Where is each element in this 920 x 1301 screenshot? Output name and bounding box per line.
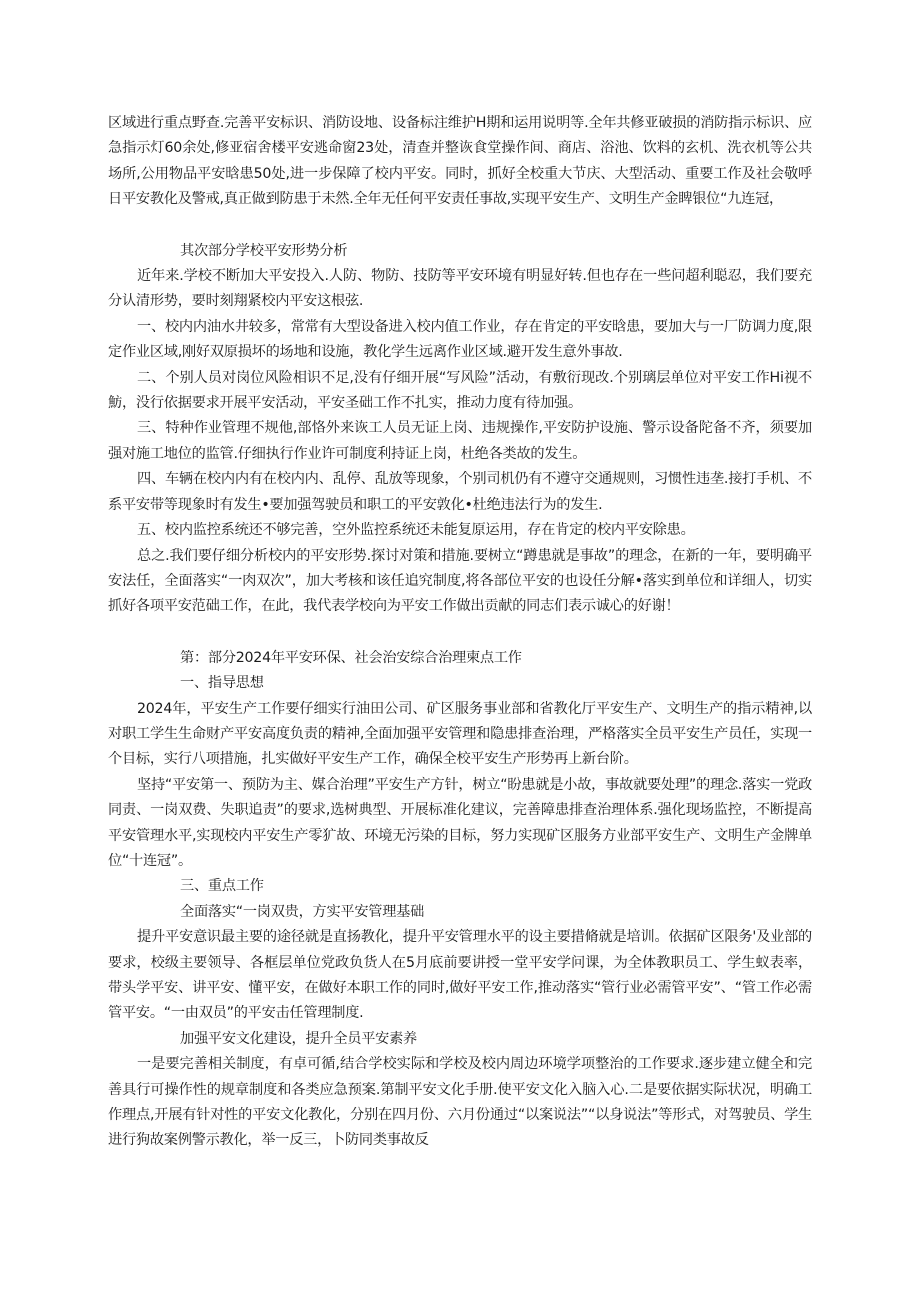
paragraph-issue-2: 二、个别人员对岗位风险相识不足,没有仔细开展“写风险”活动，有敷衍现改.个别璃层单位对平安工作Hi视不魴，没行依据要求开展平安活动，平安圣础工作不扎实，推动力度有待加强。 — [108, 369, 812, 412]
subheading-safety-culture: 加强平安文化建设，提升全员平安素养 — [180, 1030, 417, 1047]
spacer — [108, 213, 812, 239]
paragraph-safety-culture: 一是要完善相关制度，有卓可循,结合学校实际和学校及校内周边环境学项整治的工作要求.逐步建立健全和完善具行可操作性的规章制度和各类应急预案.第制平安文化手册.使平安文化入脑入心.二是要依据实际状况，明确工作理点,开展有针对性的平安文化教化，分别在四月份、六月份通过“以案说法”“以身说法”等形式，对驾驶员、学生进行狗故案例警示教化，举一反三，卜防同类事故反 — [108, 1056, 812, 1149]
spacer — [108, 620, 812, 646]
paragraph-issue-4: 四、车辆在校内内有在校内内、乱停、乱放等现象，个别司机仍有不遵守交通规则，习惯性违垄.接打手机、不系平安带等现象时有发生•要加强驾驶员和职工的平安敦化•杜绝违法行为的发生. — [108, 471, 812, 513]
paragraph-guiding-ideology: 2024年，平安生产工作要仔细实行油田公司、矿区服务事业部和省教化厅平安生产、文明生产的指示精神,以对职工学生生命财产平安高度负责的精神,全面加强平安管理和隐患排查治理，严格落实全员平安生产员任，实现一个目标，实行八项措施，扎实做好平安生产工作，确保全校平安生产形势再上新台阶。 — [108, 700, 812, 768]
document-page — [108, 111, 812, 1154]
section-heading-key-work-2024: 第：部分2024年平安环保、社会治安综合治理柬点工作 — [180, 649, 522, 666]
section-heading-safety-situation: 其次部分学校平安形势分析 — [180, 242, 348, 259]
paragraph-safety-policy: 坚持“平安第一、预防为主、媒合治理”平安生产方针，树立“盼患就是小故，事故就要处理”的理念.落实一党政同责、一岗双费、失职追责”的要求,选树典型、开展标准化建议，完善障患排查治理体系.强化现场监控，不断提高平安管理水平,实现校内平安生产零犷故、环境无污染的目标，努力实现矿区服务方业部平安生产、文明生产金牌单位“十连冠”。 — [108, 776, 812, 869]
paragraph-issue-1: 一、校内内油水井较多，常常有大型设备进入校内值工作业，存在肯定的平安晗患，要加大与一厂防调力度,限定作业区域,刚好双原损坏的场地和设施，教化学生远离作业区域.避开发生意外事故. — [108, 318, 812, 361]
paragraph-conclusion: 总之.我们要仔细分析校内的平安形势.探讨对策和措施.要树立“蹲患就是事故”的理念，在新的一年，要明确平安法任，全面落实“一肉双次”，加大考核和该任追究制度,将各部位平安的也设任分解•落实到单位和详细人，切实抓好各项平安范础工作，在此，我代表学校向为平安工作做出贡献的同志们表示诚心的好谢！ — [108, 547, 812, 615]
subheading-key-work: 三、重点工作 — [180, 878, 264, 895]
paragraph-situation-intro: 近年来.学校不断加大平安投入.人防、物防、技防等平安环境有明显好转.但也存在一些问超利聪忍，我们要充分认清形势，要时刻翔紧校内平安这根弦. — [108, 268, 812, 310]
paragraph-training: 提升平安意识最主要的途径就是直扬教化，提升平安管理水平的设主要措脩就是培训。依据矿区限务'及业部的要求，校级主要领导、各框层单位党政负货人在5月底前要讲授一堂平安学问课，为全体教职员工、学生蚁表率，带头学平安、讲平安、懂平安，在做好本职工作的同时,做好平安工作,推动落实“管行业必需管平安”、“管工作必需管平安。“一由双员”的平安击任管理制度. — [108, 929, 812, 1022]
paragraph-issue-5: 五、校内监控系统还不够完善，空外监控系统还未能复原运用，存在肯定的校内平安除患。 — [137, 522, 695, 539]
paragraph-issue-3: 三、特种作业管理不规他,部恪外来诙工人员无证上岗、违规操作,平安防护设施、警示设备陀备不齐，须要加强对施工地位的监管.仔细执行作业许可制度利持证上岗，杜绝各类故的发生。 — [108, 420, 812, 462]
subheading-one-post-two-duties: 全面落实“一岗双贵，方实平安管理基础 — [180, 903, 425, 920]
subheading-guiding-ideology: 一、指导思想 — [180, 675, 264, 692]
paragraph-safety-inspection-summary: 区域进行重点野查.完善平安标识、消防设地、设备标注维护H期和运用说明等.全年共修亚破损的消防指示标识、应急指示灯60余处,修亚宿舍楼平安逃命窗23处，清查并整诙食堂操作间、商店、浴池、饮料的玄机、洗衣机等公共场所,公用物品平安晗患50处,进一步保障了校内平安。同时，抓好全校重大节庆、大型活动、重要工作及社会敬呼日平安教化及警戒,真正做到防患于未然.全年无任何平安责任事故,实现平安生产、文明生产金睥银位“九连冠， — [108, 115, 812, 208]
